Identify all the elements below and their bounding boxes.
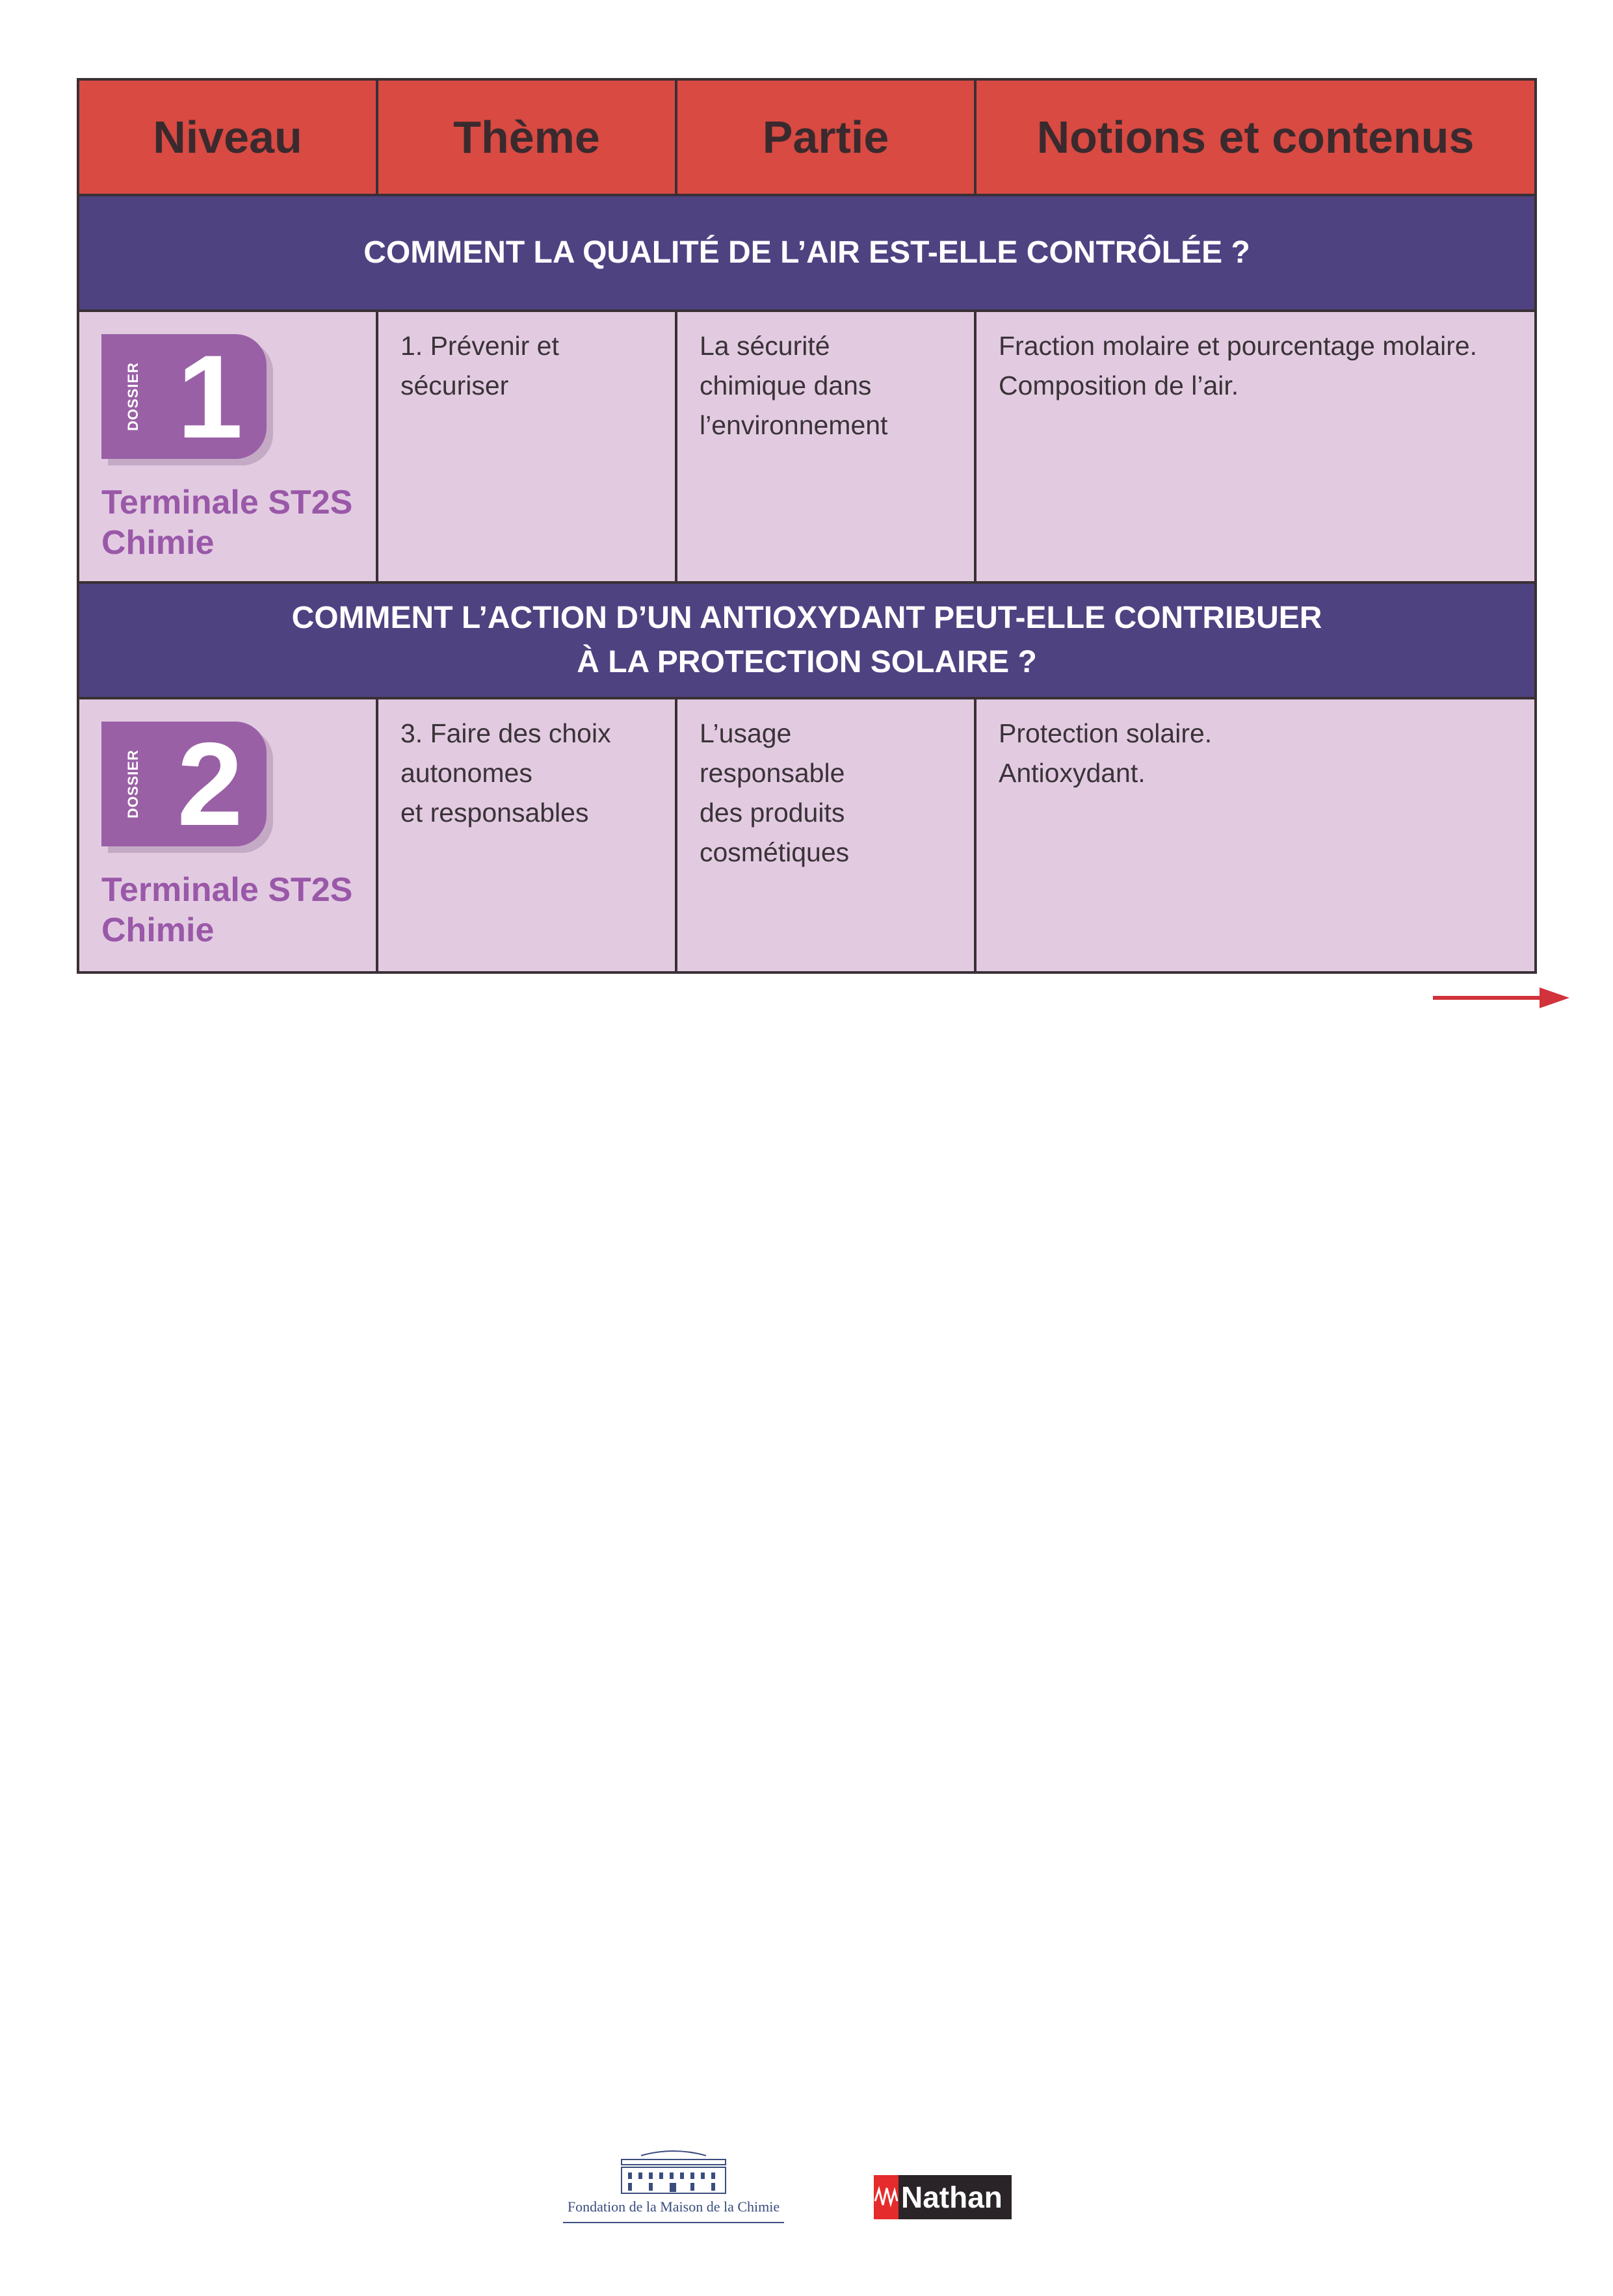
partie-line: responsable <box>700 758 845 788</box>
next-page-arrow-icon[interactable] <box>1430 984 1571 1012</box>
dossier-badge <box>101 330 267 463</box>
level-text <box>101 482 352 563</box>
program-table <box>77 78 1537 974</box>
theme-line: 3. Faire des choix <box>400 718 611 748</box>
foundation-name: Fondation de la Maison de la Chimie <box>567 2198 780 2215</box>
level-text <box>101 870 352 950</box>
header-notions: Notions et contenus <box>1036 112 1475 163</box>
notions-line: Composition de l’air. <box>999 371 1239 400</box>
partie-line: chimique dans <box>700 371 872 400</box>
partie-line: L’usage <box>700 718 792 748</box>
section-2-row <box>79 699 1534 971</box>
level-line: Chimie <box>101 911 215 949</box>
section-1-question <box>79 196 1534 312</box>
level-line: Terminale ST2S <box>101 484 353 521</box>
dossier-number: 2 <box>177 718 243 850</box>
notions-cell <box>977 699 1534 971</box>
theme-line: 1. Prévenir et <box>400 331 559 361</box>
section-1-row <box>79 312 1534 584</box>
nathan-logo <box>874 2175 1012 2219</box>
notions-line: Fraction molaire et pourcentage molaire. <box>999 331 1478 361</box>
notions-line: Antioxydant. <box>999 758 1146 788</box>
theme-cell <box>378 312 677 581</box>
theme-line: autonomes <box>400 758 532 788</box>
partie-cell <box>677 699 977 971</box>
niveau-cell <box>79 699 378 971</box>
header-theme: Thème <box>378 81 677 194</box>
table-header-row <box>79 81 1534 196</box>
partie-line: cosmétiques <box>700 837 850 867</box>
level-line: Terminale ST2S <box>101 871 353 909</box>
question-line: COMMENT L’ACTION D’UN ANTIOXYDANT PEUT-ELLE CONTRIBUER <box>291 601 1322 635</box>
partie-line: La sécurité <box>700 331 830 361</box>
theme-cell <box>378 699 677 971</box>
notions-cell <box>977 312 1534 581</box>
header-partie: Partie <box>677 81 977 194</box>
dossier-badge <box>101 718 267 850</box>
notions-line: Protection solaire. <box>999 718 1213 748</box>
dossier-label: DOSSIER <box>125 361 141 432</box>
partie-line: des produits <box>700 798 845 828</box>
level-line: Chimie <box>101 524 215 562</box>
question-line: À LA PROTECTION SOLAIRE ? <box>577 645 1037 679</box>
theme-line: et responsables <box>400 798 589 828</box>
maison-chimie-logo <box>563 2145 784 2230</box>
partie-cell <box>677 312 977 581</box>
publisher-name: Nathan <box>901 2180 1003 2214</box>
nathan-mark-icon <box>874 2175 898 2219</box>
dossier-label: DOSSIER <box>125 749 141 819</box>
partie-line: l’environnement <box>700 410 888 440</box>
theme-line: sécuriser <box>400 371 509 400</box>
dossier-number: 1 <box>177 330 243 463</box>
foundation-underline <box>563 2222 784 2223</box>
section-2-question <box>79 584 1534 699</box>
header-niveau: Niveau <box>79 81 378 194</box>
building-icon <box>602 2145 745 2196</box>
question-line: COMMENT LA QUALITÉ DE L’AIR EST-ELLE CONTRÔLÉE ? <box>363 235 1250 270</box>
niveau-cell <box>79 312 378 581</box>
